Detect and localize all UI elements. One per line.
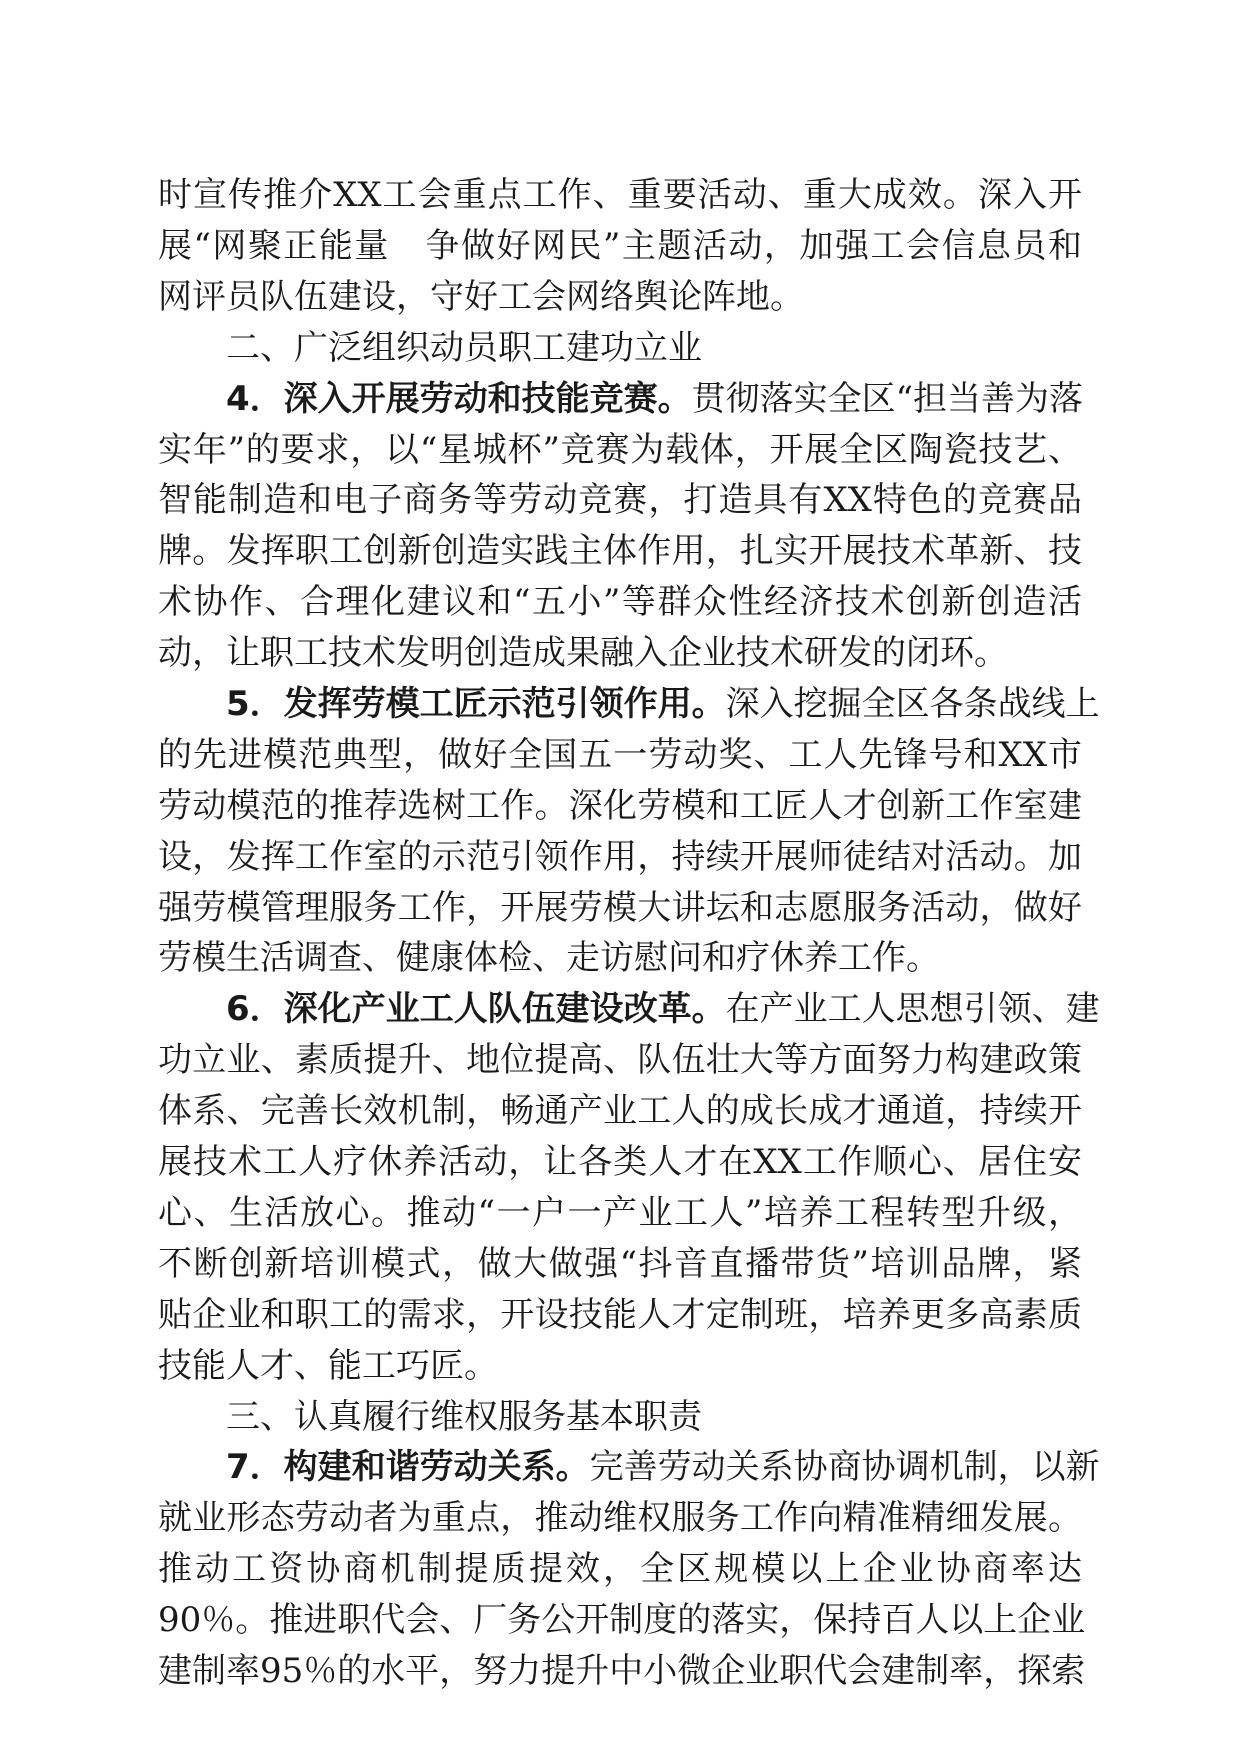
section-heading: 二、广泛组织动员职工建功立业: [226, 327, 702, 368]
text-line: 的先进模范典型，做好全国五一劳动奖、工人先锋号和XX市: [158, 734, 1082, 775]
text-line: 体系、完善长效机制，畅通产业工人的成长成才通道，持续开: [158, 1091, 1082, 1132]
item-heading: 4．深入开展劳动和技能竞赛。: [226, 378, 692, 419]
text-line: 就业形态劳动者为重点，推动维权服务工作向精准精细发展。: [158, 1498, 1082, 1539]
text-line: 实年”的要求，以“星城杯”竞赛为载体，开展全区陶瓷技艺、: [158, 429, 1082, 470]
text-line: 功立业、素质提升、地位提高、队伍壮大等方面努力构建政策: [158, 1040, 1082, 1081]
text-line: 贴企业和职工的需求，开设技能人才定制班，培养更多高素质: [158, 1294, 1082, 1335]
item-heading: 7．构建和谐劳动关系。: [226, 1447, 590, 1488]
text-line: 强劳模管理服务工作，开展劳模大讲坛和志愿服务活动，做好: [158, 887, 1082, 928]
paragraph-first-line: [226, 984, 1100, 1035]
text-line: 展“网聚正能量 争做好网民”主题活动，加强工会信息员和: [158, 225, 1082, 266]
text-line: 时宣传推介XX工会重点工作、重要活动、重大成效。深入开: [158, 175, 1082, 215]
text-span: 完善劳动关系协商协调机制，以新: [589, 1447, 1100, 1488]
text-line: 牌。发挥职工创新创造实践主体作用，扎实开展技术革新、技: [158, 531, 1082, 572]
text-line: 劳模生活调查、健康体检、走访慰问和疗休养工作。: [158, 938, 940, 979]
item-heading: 6．深化产业工人队伍建设改革。: [226, 989, 726, 1030]
text-line: 劳动模范的推荐选树工作。深化劳模和工匠人才创新工作室建: [158, 785, 1082, 826]
text-line: 网评员队伍建设，守好工会网络舆论阵地。: [158, 276, 804, 317]
text-line: 设，发挥工作室的示范引领作用，持续开展师徒结对活动。加: [158, 836, 1082, 877]
text-line: 建制率95％的水平，努力提升中小微企业职代会建制率，探索: [158, 1651, 1086, 1691]
text-line: 90％。推进职代会、厂务公开制度的落实，保持百人以上企业: [158, 1600, 1086, 1641]
section-heading: 三、认真履行维权服务基本职责: [226, 1396, 702, 1437]
text-line: 推动工资协商机制提质提效，全区规模以上企业协商率达: [158, 1549, 1082, 1590]
text-span: 深入挖掘全区各条战线上: [725, 684, 1100, 724]
text-line: 不断创新培训模式，做大做强“抖音直播带货”培训品牌，紧: [158, 1243, 1082, 1284]
paragraph-first-line: [226, 374, 1082, 425]
item-heading: 5．发挥劳模工匠示范引领作用。: [226, 684, 726, 724]
text-line: 技能人才、能工巧匠。: [158, 1345, 498, 1386]
text-line: 术协作、合理化建议和“五小”等群众性经济技术创新创造活: [158, 582, 1082, 623]
text-span: 贯彻落实全区“担当善为落: [691, 378, 1084, 419]
text-span: 在产业工人思想引领、建: [725, 989, 1100, 1030]
text-line: 心、生活放心。推动“一户一产业工人”培养工程转型升级，: [158, 1192, 1082, 1233]
text-line: 智能制造和电子商务等劳动竞赛，打造具有XX特色的竞赛品: [158, 480, 1082, 521]
text-line: 动，让职工技术发明创造成果融入企业技术研发的闭环。: [158, 633, 1008, 674]
paragraph-first-line: [226, 679, 1100, 730]
paragraph-first-line: [226, 1442, 1100, 1493]
text-line: 展技术工人疗休养活动，让各类人才在XX工作顺心、居住安: [158, 1142, 1082, 1182]
